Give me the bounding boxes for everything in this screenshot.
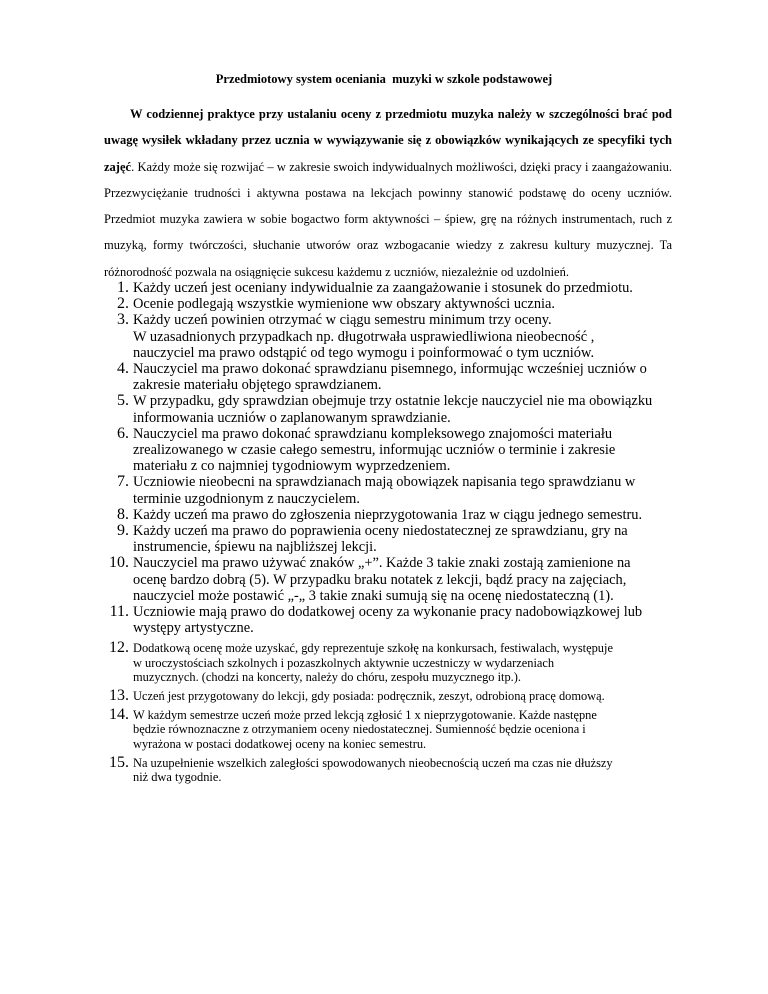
rule-item: 13. Uczeń jest przygotowany do lekcji, gdy posiada: podręcznik, zeszyt, odrobioną pracę domową.	[133, 689, 693, 703]
rule-number: 7.	[117, 473, 129, 491]
rule-number: 10.	[109, 554, 129, 572]
rule-number: 15.	[109, 753, 129, 771]
rule-item: 1. Każdy uczeń jest oceniany indywidualnie za zaangażowanie i stosunek do przedmiotu.	[133, 280, 693, 296]
rule-item: 4. Nauczyciel ma prawo dokonać sprawdzianu pisemnego, informując wcześniej uczniów o zakresie materiału objętego sprawdzianem.	[133, 361, 693, 393]
rule-item: 5. W przypadku, gdy sprawdzian obejmuje trzy ostatnie lekcje nauczyciel nie ma obowiązku informowania uczniów o zaplanowanym sprawdzianie.	[133, 393, 693, 425]
rule-item: 3. Każdy uczeń powinien otrzymać w ciągu semestru minimum trzy oceny. W uzasadnionych przypadkach np. długotrwała usprawiedliwiona nieobecność , nauczyciel ma prawo odstąpić od tego wymogu i poinformować o tym uczniów.	[133, 312, 693, 361]
rule-item: 15. Na uzupełnienie wszelkich zaległości spowodowanych nieobecnością uczeń ma czas nie dłuższy niż dwa tygodnie.	[133, 756, 693, 784]
rule-number: 2.	[117, 295, 129, 313]
rule-item: 9. Każdy uczeń ma prawo do poprawienia oceny niedostatecznej ze sprawdzianu, gry na instrumencie, śpiewu na najbliższej lekcji.	[133, 523, 693, 555]
rule-number: 11.	[109, 603, 129, 621]
rule-number: 3.	[117, 311, 129, 329]
rule-item: 8. Każdy uczeń ma prawo do zgłoszenia nieprzygotowania 1raz w ciągu jednego semestru.	[133, 507, 693, 523]
rule-number: 5.	[117, 392, 129, 410]
rule-number: 13.	[109, 687, 129, 705]
document-title: Przedmiotowy system oceniania muzyki w szkole podstawowej	[215, 72, 553, 86]
rule-number: 14.	[109, 706, 129, 724]
rules-list	[109, 279, 693, 785]
rule-number: 12.	[109, 639, 129, 657]
rule-item: 10. Nauczyciel ma prawo używać znaków „+”. Każde 3 takie znaki zostają zamienione na ocenę bardzo dobrą (5). W przypadku braku notatek z lekcji, bądź pracy na zajęciach, nauczyciel może postawić „-„ 3 takie znaki sumują się na ocenę niedostateczną (1).	[133, 555, 693, 604]
rule-item: 6. Nauczyciel ma prawo dokonać sprawdzianu kompleksowego znajomości materiału zrealizowanego w czasie całego semestru, informując uczniów o terminie i zakresie materiału z co najmniej tygodniowym wyprzedzeniem.	[133, 426, 693, 475]
rule-item: 2. Ocenie podlegają wszystkie wymienione ww obszary aktywności ucznia.	[133, 296, 693, 312]
rule-number: 9.	[117, 522, 129, 540]
intro-rest-text: . Każdy może się rozwijać – w zakresie swoich indywidualnych możliwości, dzięki pracy i zaangażowaniu. Przezwyciężanie trudności i aktywna postawa na lekcjach powinny stanowić podstawę do oceny uczniów. Przedmiot muzyka zawiera w sobie bogactwo form aktywności – śpiew, grę na różnych instrumentach, ruch z muzyką, formy twórczości, słuchanie utworów oraz wzbogacanie wiedzy z zakresu kultury muzycznej. Ta różnorodność pozwala na osiągnięcie sukcesu każdemu z uczniów, niezależnie od uzdolnień.	[104, 159, 672, 279]
rule-number: 8.	[117, 505, 129, 523]
rule-number: 6.	[117, 424, 129, 442]
intro-bold-text: W codziennej praktyce przy ustalaniu oceny z przedmiotu muzyka należy w szczególności brać pod uwagę wysiłek wkładany przez ucznia w wywiązywanie się z obowiązków wynikających ze specyfiki tych zajęć	[104, 107, 672, 174]
rule-number: 1.	[117, 279, 129, 296]
rule-item: 7. Uczniowie nieobecni na sprawdzianach mają obowiązek napisania tego sprawdzianu w terminie uzgodnionym z nauczycielem.	[133, 474, 693, 506]
intro-paragraph	[104, 101, 672, 285]
rule-item: 14. W każdym semestrze uczeń może przed lekcją zgłosić 1 x nieprzygotowanie. Każde następne będzie równoznaczne z otrzymaniem oceny niedostatecznej. Sumienność będzie oceniona i wyrażona w postaci dodatkowej oceny na koniec semestru.	[133, 708, 693, 751]
rule-number: 4.	[117, 360, 129, 378]
rule-item: 12. Dodatkową ocenę może uzyskać, gdy reprezentuje szkołę na konkursach, festiwalach, występuje w uroczystościach szkolnych i pozaszkolnych aktywnie uczestniczy w wydarzeniach muzycznych. (chodzi na koncerty, należy do chóru, zespołu muzycznego itp.).	[133, 641, 693, 684]
rule-item: 11. Uczniowie mają prawo do dodatkowej oceny za wykonanie pracy nadobowiązkowej lub występy artystyczne.	[133, 604, 693, 636]
